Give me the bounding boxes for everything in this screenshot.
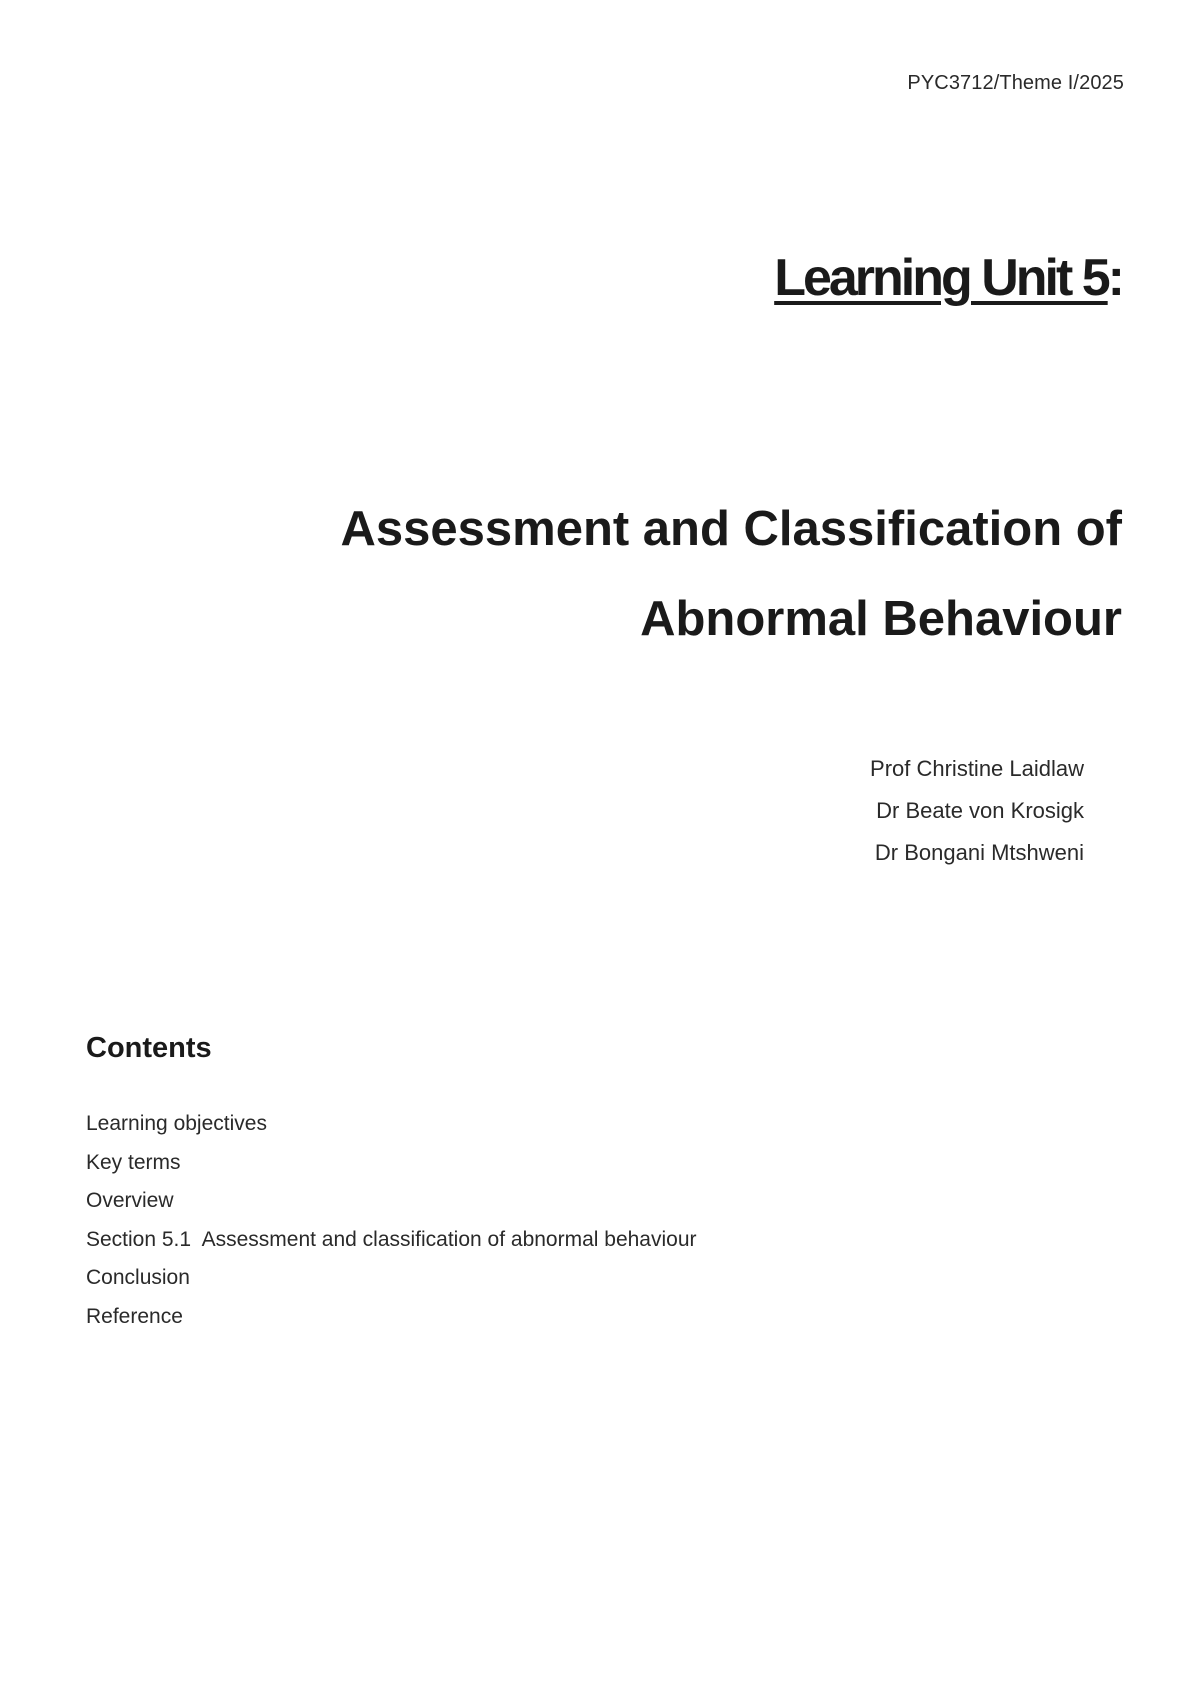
contents-heading: Contents <box>86 1032 212 1064</box>
contents-list <box>86 1105 697 1336</box>
author-list <box>870 748 1084 874</box>
contents-item: Learning objectives <box>86 1112 267 1135</box>
learning-unit-heading-text: Learning Unit 5 <box>774 249 1108 307</box>
author-name: Dr Beate von Krosigk <box>876 798 1084 823</box>
author-name: Prof Christine Laidlaw <box>870 756 1084 781</box>
unit-title-line-1: Assessment and Classification of <box>340 502 1122 556</box>
author-name: Dr Bongani Mtshweni <box>874 840 1084 865</box>
contents-item: Conclusion <box>86 1266 190 1289</box>
learning-unit-heading-colon: : <box>1107 249 1122 307</box>
document-code: PYC3712/Theme I/2025 <box>907 72 1124 94</box>
learning-unit-heading <box>774 248 1122 308</box>
contents-item: Section 5.1 Assessment and classification of abnormal behaviour <box>86 1227 697 1251</box>
contents-item: Reference <box>86 1304 183 1328</box>
contents-item: Key terms <box>86 1150 181 1174</box>
contents-item: Overview <box>86 1189 174 1212</box>
unit-title <box>340 484 1122 664</box>
unit-title-line-2: Abnormal Behaviour <box>640 592 1122 646</box>
